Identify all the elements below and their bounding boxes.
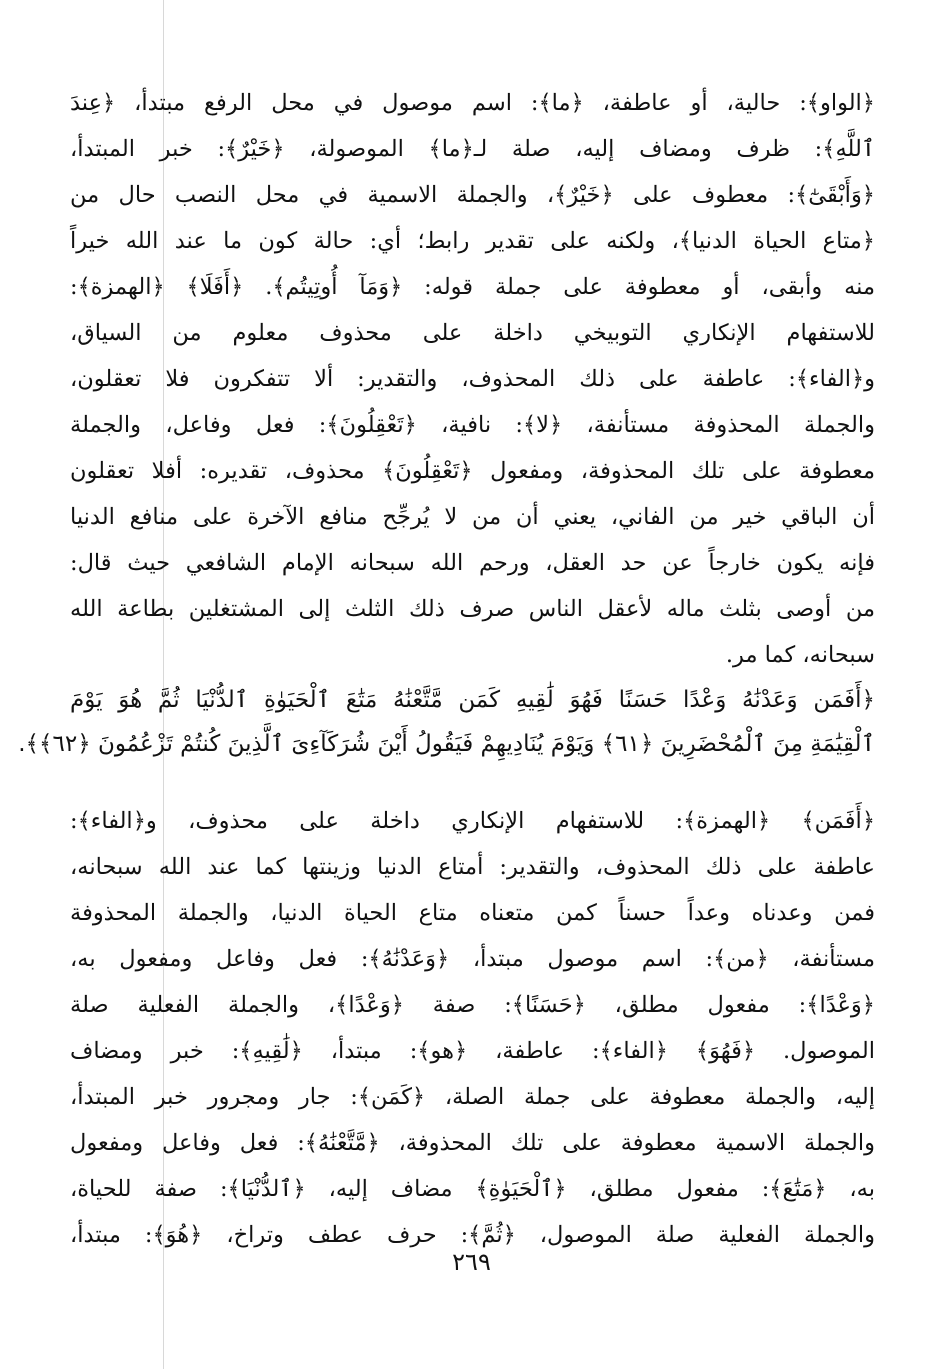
- text-line: ﴿وَعْدًا﴾: مفعول مطلق، ﴿حَسَنًا﴾: صفة ﴿وَعْدًا﴾، والجملة الفعلية صلة: [70, 992, 875, 1018]
- quran-verse-block: [18, 678, 875, 766]
- text-line: والجملة الفعلية صلة الموصول، ﴿ثُمَّ﴾: حرف عطف وتراخ، ﴿هُوَ﴾: مبتدأ،: [70, 1222, 875, 1248]
- text-line: الموصول. ﴿فَهُوَ﴾ ﴿الفاء﴾: عاطفة، ﴿هو﴾: مبتدأ، ﴿لَٰقِيهِ﴾: خبر ومضاف: [70, 1038, 875, 1064]
- text-line: مستأنفة، ﴿من﴾: اسم موصول مبتدأ، ﴿وَعَدْنَٰهُ﴾: فعل وفاعل ومفعول به،: [70, 946, 875, 972]
- text-line: ﴿أَفَمَن﴾ ﴿الهمزة﴾: للاستفهام الإنكاري داخلة على محذوف، و﴿الفاء﴾:: [70, 808, 875, 834]
- text-line: ٱللَّهِ﴾: ظرف ومضاف إليه، صلة لـ﴿ما﴾ الموصولة، ﴿خَيْرٌ﴾: خبر المبتدأ،: [70, 136, 875, 162]
- paragraph-grammar-analysis-2: [70, 798, 875, 1258]
- text-line: ﴿وَأَبْقَىٰٓ﴾: معطوف على ﴿خَيْرٌ﴾، والجملة الاسمية في محل النصب حال من: [70, 182, 875, 208]
- paragraph-grammar-analysis-1: [70, 80, 875, 678]
- text-line: عاطفة على ذلك المحذوف، والتقدير: أمتاع الدنيا وزينتها كما عند الله سبحانه،: [70, 854, 875, 880]
- text-line: فمن وعدناه وعداً حسناً كمن متعناه متاع الحياة الدنيا، والجملة المحذوفة: [70, 900, 875, 926]
- text-line: فإنه يكون خارجاً عن حد العقل، ورحم الله سبحانه الإمام الشافعي حيث قال:: [70, 550, 875, 576]
- text-line: سبحانه، كما مر.: [725, 642, 875, 668]
- text-line: ﴿متاع الحياة الدنيا﴾، ولكنه على تقدير رابط؛ أي: حالة كون ما عند الله خيراً: [70, 228, 875, 254]
- verse-line: ٱلْقِيَٰمَةِ مِنَ ٱلْمُحْضَرِينَ ﴿٦١﴾ وَيَوْمَ يُنَادِيهِمْ فَيَقُولُ أَيْنَ شُرَكَآءِىَ ٱلَّذِينَ كُنتُمْ تَزْعُمُونَ ﴿٦٢﴾﴾.: [18, 731, 875, 757]
- verse-line: ﴿أَفَمَن وَعَدْنَٰهُ وَعْدًا حَسَنًا فَهُوَ لَٰقِيهِ كَمَن مَّتَّعْنَٰهُ مَتَٰعَ ٱلْحَيَوٰةِ ٱلدُّنْيَا ثُمَّ هُوَ يَوْمَ: [70, 687, 875, 713]
- text-line: ﴿الواو﴾: حالية، أو عاطفة، ﴿ما﴾: اسم موصول في محل الرفع مبتدأ، ﴿عِندَ: [70, 90, 875, 116]
- text-line: والجملة الاسمية معطوفة على تلك المحذوفة، ﴿مَّتَّعْنَٰهُ﴾: فعل وفاعل ومفعول: [70, 1130, 875, 1156]
- text-line: به، ﴿مَتَٰعَ﴾: مفعول مطلق، ﴿ٱلْحَيَوٰةِ﴾ مضاف إليه، ﴿ٱلدُّنْيَا﴾: صفة للحياة،: [70, 1176, 875, 1202]
- text-line: والجملة المحذوفة مستأنفة، ﴿لا﴾: نافية، ﴿تَعْقِلُونَ﴾: فعل وفاعل، والجملة: [70, 412, 875, 438]
- text-line: إليه، والجملة معطوفة على جملة الصلة، ﴿كَمَن﴾: جار ومجرور خبر المبتدأ،: [70, 1084, 875, 1110]
- text-line: أن الباقي خير من الفاني، يعني أن من لا يُرجِّح منافع الآخرة على منافع الدنيا: [70, 504, 875, 530]
- text-line: منه وأبقى، أو معطوفة على جملة قوله: ﴿وَمَآ أُوتِيتُم﴾. ﴿أَفَلَا﴾ ﴿الهمزة﴾:: [70, 274, 875, 300]
- page-number: ٢٦٩: [452, 1248, 491, 1276]
- text-line: و﴿الفاء﴾: عاطفة على ذلك المحذوف، والتقدير: ألا تتفكرون فلا تعقلون،: [70, 366, 875, 392]
- text-line: للاستفهام الإنكاري التوبيخي داخلة على محذوف معلوم من السياق،: [70, 320, 875, 346]
- text-line: من أوصى بثلث ماله لأعقل الناس صرف ذلك الثلث إلى المشتغلين بطاعة الله: [70, 596, 875, 622]
- text-line: معطوفة على تلك المحذوفة، ومفعول ﴿تَعْقِلُونَ﴾ محذوف، تقديره: أفلا تعقلون: [70, 458, 875, 484]
